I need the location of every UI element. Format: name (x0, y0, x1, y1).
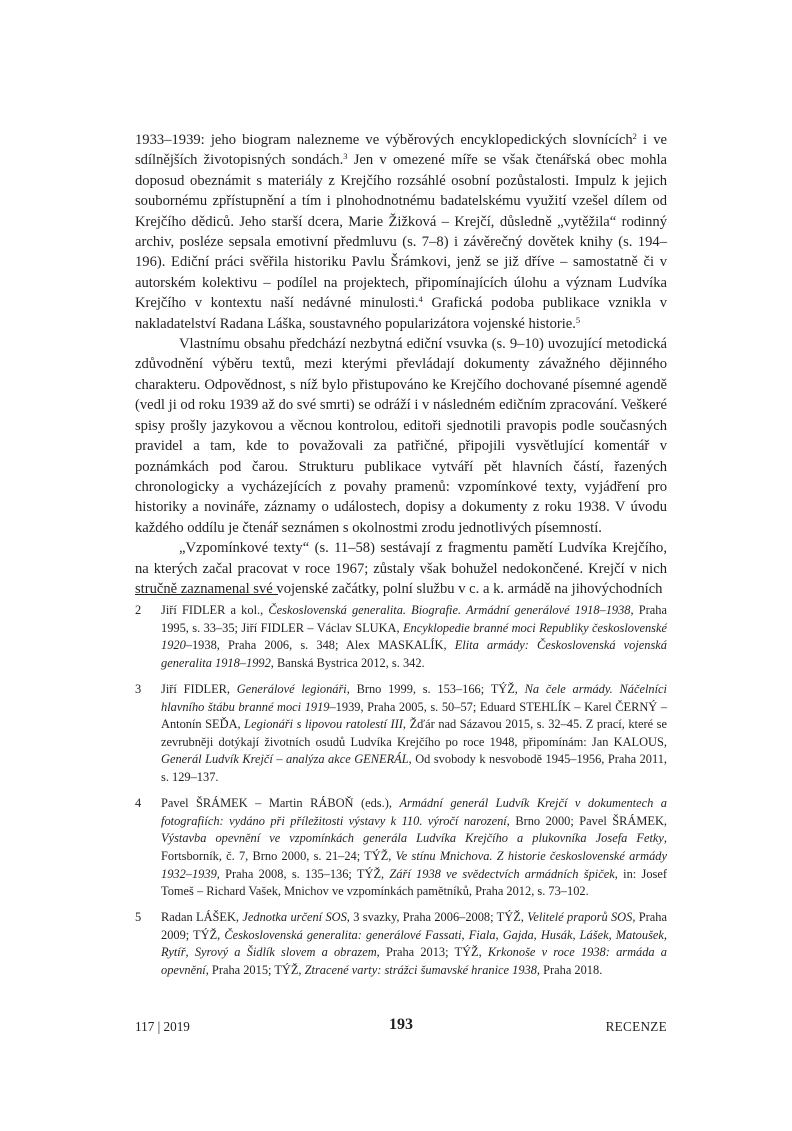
italic-title: Generál Ludvík Krejčí – analýza akce GENERÁL (161, 752, 409, 767)
text-run: , Praha 1995, s. 33–35; Jiří FIDLER – Václav SLUKA, (161, 603, 667, 635)
italic-title: Armádní generál Ludvík Krejčí v dokumentech a fotografiích: vydáno při příležitosti výstavy k 110. výročí narození (161, 796, 667, 828)
page-number: 193 (389, 1016, 413, 1033)
paragraph-3 (135, 538, 667, 599)
text-run: –1939, Praha 2005, s. 50–57; Eduard STEHLÍK – Karel ČERNÝ – Antonín SEĎA, (161, 699, 668, 732)
text-run: Jiří FIDLER a kol., (161, 603, 269, 617)
italic-title: Československá generalita. Biografie. Armádní generálové 1918–1938 (268, 603, 631, 617)
text-run: , Brno 2000; Pavel ŠRÁMEK, (506, 813, 668, 828)
text-run: , Banská Bystrica 2012, s. 342. (270, 655, 425, 670)
footnote-5 (135, 909, 667, 979)
text-run: , Praha 2013; TÝŽ, (376, 945, 488, 960)
paragraph-1 (135, 130, 667, 334)
italic-title: Ztracené varty: strážci šumavské hranice 1938 (304, 963, 537, 978)
footnote-ref: 2 (632, 131, 637, 141)
text-run: , Praha 2008, s. 135–136; TÝŽ, (216, 866, 390, 881)
text-run: Grafická podoba publikace vznikla v nakladatelství Radana Láška, soustavného popularizátora vojenské historie. (135, 295, 667, 332)
text-run: –1938, Praha 2006, s. 348; Alex MASKALÍK, (185, 638, 455, 653)
footnote-4 (135, 795, 667, 901)
text-run: , Praha 2009; TÝŽ, (161, 910, 667, 942)
footnote-text (161, 910, 667, 977)
italic-title: Krkonoše v roce 1938: armáda a opevnění (161, 945, 667, 978)
text-run: Jiří FIDLER, (161, 681, 237, 696)
italic-title: Velitelé praporů SOS (527, 910, 633, 925)
text-run: i ve sdílnějších životopisných sondách. (135, 132, 667, 169)
text-run: „Vzpomínkové texty“ (s. 11–58) sestávají z fragmentu pamětí Ludvíka Krejčího, na kterých začal pracovat v roce 1967; zůstaly však bohužel nedokončené. Krejčí v nich stručně zaznamenal své vojenské začátky, polní službu v c. a k. armádě na jihovýchodních (135, 540, 667, 597)
section-label: RECENZE (605, 1019, 667, 1034)
footnote-number: 3 (135, 681, 142, 696)
footnote-number: 4 (135, 796, 142, 811)
text-run: , Žďár nad Sázavou 2015, s. 32–45. Z prací, které se zevrubněji dotýkají životních osudů Ludvíka Krejčího po roce 1948, připomínám: Jan KALOUS, (161, 717, 667, 749)
issue-label: 117 | 2019 (135, 1019, 190, 1034)
footnote-ref: 4 (418, 294, 423, 305)
italic-title: Elita armády: Československá vojenská generalita 1918–1992 (161, 638, 667, 670)
text-run: Radan LÁŠEK, (161, 910, 243, 925)
text-run: 1933–1939: jeho biogram nalezneme ve výběrových encyklopedických slovnících (135, 132, 633, 148)
paragraph-2 (135, 334, 667, 538)
italic-title: Ve stínu Mnichova. Z historie československé armády 1932–1939 (161, 848, 667, 881)
italic-title: Legionáři s lipovou ratolestí III (244, 717, 403, 732)
text-run: , Od svobody k nesvobodě 1945–1956, Praha 2011, s. 129–137. (161, 752, 667, 784)
page-footer (135, 1017, 667, 1041)
italic-title: Encyklopedie branné moci Republiky československé 1920 (161, 620, 667, 653)
text-run: , in: Josef Tomeš – Richard Vašek, Mnichov ve vzpomínkách pamětníků, Praha 2012, s. 73–102. (161, 866, 667, 899)
italic-title: Generálové legionáři (236, 681, 347, 696)
body-text (135, 130, 667, 599)
italic-title: Na čele armády. Náčelníci hlavního štábu branné moci 1919 (161, 681, 667, 714)
footnote-text (161, 796, 667, 898)
footnote-ref: 5 (575, 314, 581, 325)
text-run: , Praha 2015; TÝŽ, (205, 963, 305, 978)
text-run: , Brno 1999, s. 153–166; TÝŽ, (346, 681, 525, 696)
footnote-number: 5 (135, 910, 142, 925)
footnote-text (161, 603, 667, 670)
text-run: , Praha 2018. (536, 963, 603, 978)
italic-title: Výstavba opevnění ve vzpomínkách generála Ludvíka Krejčího a plukovníka Josefa Fetky (161, 831, 664, 846)
footnote-text (161, 682, 667, 784)
footnote-divider (135, 594, 278, 595)
italic-title: Jednotka určení SOS (242, 910, 347, 925)
footnote-3 (135, 681, 667, 787)
italic-title: Září 1938 ve svědectvích armádních špiček (389, 866, 615, 881)
footnote-number: 2 (135, 603, 142, 617)
footnotes (135, 602, 667, 988)
text-run: , Fortsborník, č. 7, Brno 2000, s. 21–24; TÝŽ, (161, 831, 667, 863)
footnote-ref: 3 (343, 151, 348, 162)
text-run: Vlastnímu obsahu předchází nezbytná ediční vsuvka (s. 9–10) uvozující metodická zdůvodnění výběru textů, mezi kterými převládají dokumenty závažného dějinného charakteru. Odpovědnost, s níž bylo přistupováno ke Krejčího dochované písemné agendě (vedl ji od roku 1939 až do své smrti) se odráží i v následném edičním zpracování. Veškeré spisy prošly jazykovou a věcnou kontrolou, editoři sjednotili pravopis podle současných pravidel a tam, kde to považovali za patřičné, připojili vysvětlující komentář v poznámkách pod čarou. Strukturu publikace vytváří pět hlavních částí, řazených chronologicky a vycházejících z povahy pramenů: vzpomínkové texty, vyjádření pro historiky a novináře, záznamy o událostech, dopisy a dokumenty z roku 1938. V úvodu každého oddílu je čtenář seznámen s okolnostmi zrodu jednotlivých písemností. (135, 336, 667, 536)
footnote-2 (135, 602, 667, 672)
text-run: Jen v omezené míře se však čtenářská obec mohla doposud obeznámit s materiály z Krejčího rozsáhlé osobní pozůstalosti. Impulz k jejich soubornému zpřístupnění a tím i plnohodnotnému badatelskému využití vzešel dílem od Krejčího dědiců. Jeho starší dcera, Marie Žižková – Krejčí, důsledně „vytěžila“ rodinný archiv, posléze sepsala emotivní předmluvu (s. 7–8) i závěrečný dovětek knihy (s. 194–196). Ediční práci svěřila historiku Pavlu Šrámkovi, jenž se již dříve – samostatně či v autorském kolektivu – podílel na projektech, připomínajících úlohu a význam Ludvíka Krejčího v kontextu naší nedávné minulosti. (135, 152, 667, 312)
text-run: Pavel ŠRÁMEK – Martin RÁBOŇ (eds.), (161, 796, 400, 811)
italic-title: Československá generalita: generálové Fassati, Fiala, Gajda, Husák, Lášek, Matoušek, Rytíř, Syrový a Šidlík slovem a obrazem (161, 927, 667, 960)
text-run: , 3 svazky, Praha 2006–2008; TÝŽ, (346, 910, 528, 925)
